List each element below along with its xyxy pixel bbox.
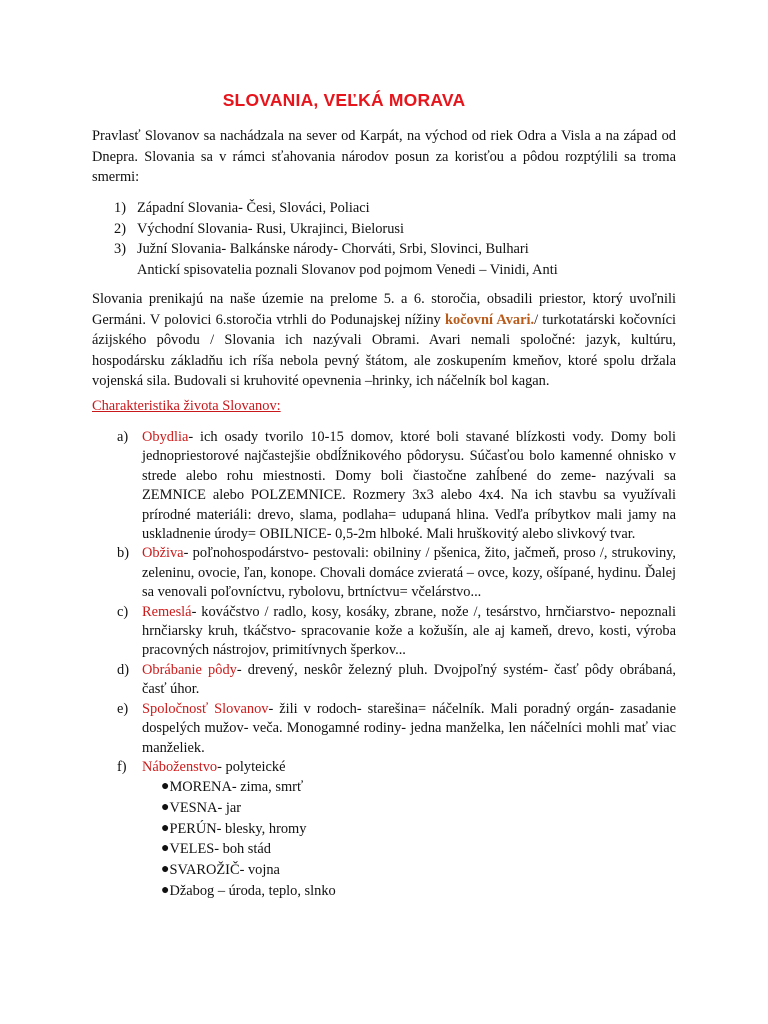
list-item-obziva (92, 544, 676, 602)
list-item-obydlia (92, 428, 676, 544)
term-text: - drevený, neskôr železný pluh. Dvojpoľný systém- časť pôdy obrábaná, časť úhor. (142, 661, 676, 698)
list-item-text: Západní Slovania- Česi, Slováci, Poliaci (137, 200, 370, 216)
list-item (142, 798, 676, 819)
list-item (92, 219, 682, 240)
god-name: SVAROŽIČ- vojna (169, 862, 280, 879)
list-letter: a) (117, 429, 129, 445)
god-name: VELES- boh stád (169, 841, 271, 858)
list-item-text: Južní Slovania- Balkánske národy- Chorváti, Srbi, Slovinci, Bulhari (137, 241, 529, 257)
gods-list (142, 777, 676, 901)
avari-highlight: kočovní Avari. (444, 311, 535, 328)
list-item (142, 839, 676, 860)
term: Obydlia (142, 429, 189, 445)
list-item (142, 860, 676, 881)
list-number: 1) (114, 200, 126, 216)
list-item (142, 777, 676, 798)
avari-paragraph (92, 289, 676, 392)
list-item-nabozenstvo (92, 758, 676, 902)
term: Spoločnosť Slovanov (142, 700, 269, 717)
term-text: - kováčstvo / radlo, kosy, kosáky, zbrane, nože /, tesárstvo, hrnčiarstvo- nepoznali hrnčiarsky kruh, tkáčstvo- spracovanie kože a kožušín, ale aj kameň, drevo, kosti, výroba pracovných nástrojov, primitívnych šperkov... (142, 603, 676, 659)
god-name: MORENA- zima, smrť (169, 779, 304, 796)
bullet-icon: ● (161, 841, 170, 857)
bullet-icon: ● (161, 779, 170, 795)
term-text: - poľnohospodárstvo- pestovali: obilniny / pšenica, žito, jačmeň, proso /, strukoviny, zeleninu, ovocie, ľan, konope. Chovali domáce zvieratá – ovce, kozy, ošípané, hydinu. Ďalej sa venovali poľovníctvu, rybolovu, brtníctvu= včelárstvo... (142, 545, 676, 601)
list-letter: f) (117, 758, 127, 775)
slavic-branches-list (92, 198, 682, 280)
list-letter: b) (117, 545, 129, 562)
term: Obrábanie pôdy (142, 661, 237, 678)
list-item-remesla (92, 603, 676, 661)
god-name: VESNA- jar (169, 800, 242, 817)
bullet-icon: ● (161, 800, 170, 816)
term: Obživa (142, 545, 184, 562)
section-heading: Charakteristika života Slovanov: (92, 398, 281, 414)
list-item (92, 239, 682, 260)
term-text: - žili v rodoch- starešina= náčelník. Mali poradný orgán- zasadanie dospelých mužov- veča. Monogamné rodiny- jedna manželka, len náčelníci mohli mať viac manželiek. (142, 700, 676, 756)
avari-text-1: Slovania prenikajú na naše územie na prelome 5. a 6. storočia, obsadili priestor, ktorý uvoľnili Germáni. V polovici 6.storočia vtrhli do Podunajskej nížiny (92, 291, 676, 328)
bullet-icon: ● (161, 820, 170, 836)
list-item-obrabanie (92, 661, 676, 700)
list-number: 2) (114, 220, 126, 237)
bullet-icon: ● (161, 862, 170, 878)
page-title: SLOVANIA, VEĽKÁ MORAVA (222, 90, 466, 110)
term: Náboženstvo (142, 758, 218, 775)
bullet-icon: ● (161, 882, 170, 898)
list-item-spolocnost (92, 700, 676, 758)
term-text: - polyteické (217, 758, 286, 775)
list-item (142, 881, 676, 902)
god-name: PERÚN- blesky, hromy (169, 820, 307, 837)
term-text: - ich osady tvorilo 10-15 domov, ktoré boli stavané blízkosti vody. Domy boli jednopriestorové najčastejšie obdĺžnikového pôdorysu. Súčasťou bolo kamenné ohnisko v strede alebo rohu miestnosti. Domy boli čiastočne zahĺbené do zeme- nazývali sa ZEMNICE alebo POLZEMNICE. Rozmery 3x3 alebo 4x4. Na ich stavbu sa využívali prírodné materiáli: drevo, slama, podlaha= udupaná hlina. Vedľa príbytkov mali jamy na uskladnenie úrody= OBILNICE- 0,5-2m hlboké. Mali hruškovitý alebo slivkový tvar. (142, 429, 676, 543)
list-item (142, 819, 676, 840)
term: Remeslá (142, 603, 192, 620)
list-item-text: Východní Slovania- Rusi, Ukrajinci, Bielorusi (137, 220, 404, 237)
god-name: Džabog – úroda, teplo, slnko (169, 882, 336, 899)
list-letter: e) (117, 700, 129, 717)
list-number: 3) (114, 241, 126, 257)
characteristics-list (92, 428, 676, 902)
avari-text-2: / turkotatárski kočovníci ázijského pôvodu / Slovania ich nazývali Obrami. Avari nemali spoločné: jazyk, kultúru, hospodársku základňu ich ríša nebola pevný štátom, ale zoskupením kmeňov, ktoré spolu držala vojenská sila. Budovali si kruhovité opevnenia –hrinky, ich náčelník bol kagan. (92, 311, 676, 389)
list-letter: d) (117, 661, 129, 678)
branches-note: Antickí spisovatelia poznali Slovanov pod pojmom Venedi – Vinidi, Anti (137, 261, 558, 278)
list-note (92, 260, 682, 281)
intro-paragraph: Pravlasť Slovanov sa nachádzala na sever od Karpát, na východ od riek Odra a Visla a na západ od Dnepra. Slovania sa v rámci sťahovania národov posun za korisťou a pôdou rozptýlili sa troma smermi: (92, 128, 676, 185)
list-item (92, 198, 682, 219)
list-letter: c) (117, 603, 129, 620)
